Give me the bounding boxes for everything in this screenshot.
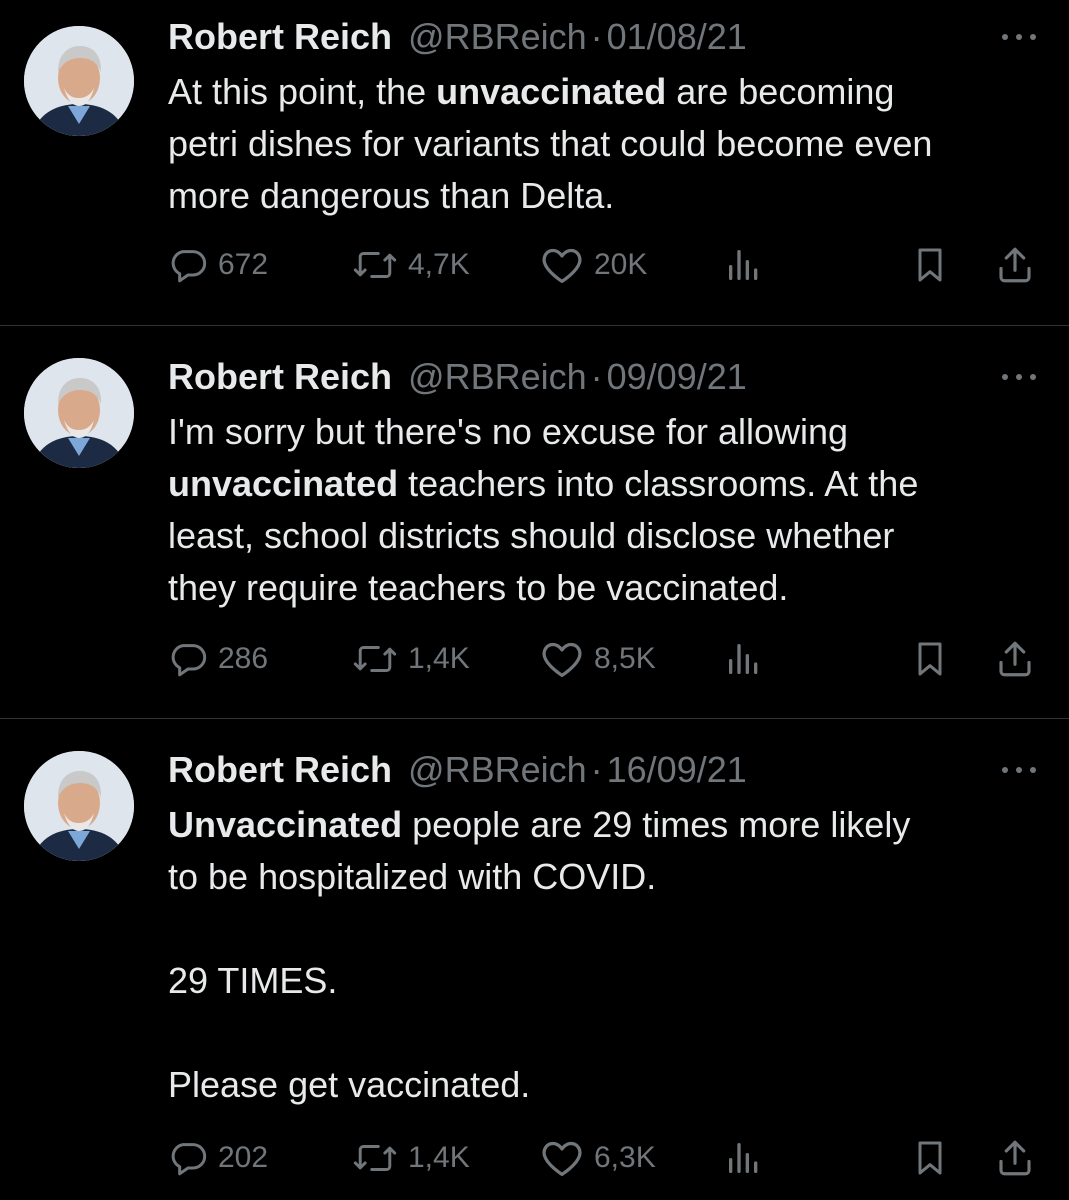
views-button[interactable] (724, 240, 764, 290)
reply-button[interactable] (168, 634, 268, 684)
avatar[interactable] (24, 26, 134, 136)
blank-line (168, 903, 1048, 955)
retweet-icon (352, 245, 398, 285)
bookmark-icon (910, 244, 950, 286)
like-icon (540, 639, 584, 679)
text-bold: unvaccinated (168, 463, 399, 504)
reply-count: 286 (218, 642, 269, 675)
tweet-date[interactable]: 09/09/21 (606, 356, 747, 397)
retweet-count: 1,4K (408, 642, 470, 675)
retweet-icon (352, 639, 398, 679)
separator: · (590, 749, 603, 790)
tweet-header (168, 14, 747, 60)
reply-icon (168, 639, 208, 679)
author-handle[interactable]: @RBReich (408, 16, 587, 57)
like-count: 20K (594, 248, 648, 281)
more-icon[interactable] (997, 755, 1041, 785)
like-button[interactable] (540, 240, 647, 290)
retweet-button[interactable] (352, 1133, 470, 1183)
tweet-text (168, 799, 1048, 1111)
separator: · (590, 356, 603, 397)
author-name[interactable]: Robert Reich (168, 16, 393, 57)
avatar[interactable] (24, 358, 134, 468)
share-icon (994, 244, 1036, 286)
avatar[interactable] (24, 751, 134, 861)
tweet[interactable] (0, 0, 1069, 325)
text-line: I'm sorry but there's no excuse for allowing (168, 411, 849, 452)
views-icon (724, 245, 764, 285)
tweet[interactable] (0, 326, 1069, 718)
share-button[interactable] (994, 634, 1036, 684)
author-name[interactable]: Robert Reich (168, 749, 393, 790)
more-icon[interactable] (997, 22, 1041, 52)
reply-icon (168, 245, 208, 285)
like-button[interactable] (540, 634, 656, 684)
tweet-text (168, 406, 1048, 614)
text-line: more dangerous than Delta. (168, 175, 615, 216)
tweet-header (168, 354, 747, 400)
reply-button[interactable] (168, 1133, 268, 1183)
retweet-icon (352, 1138, 398, 1178)
tweet-header (168, 747, 747, 793)
text-line: to be hospitalized with COVID. (168, 856, 657, 897)
separator: · (590, 16, 603, 57)
text-segment: are becoming (666, 71, 895, 112)
text-segment: people are 29 times more likely (402, 804, 911, 845)
author-handle[interactable]: @RBReich (408, 749, 587, 790)
reply-icon (168, 1138, 208, 1178)
tweet-actions (168, 634, 1048, 684)
blank-line (168, 1007, 1048, 1059)
tweet-text (168, 66, 1048, 222)
like-count: 6,3K (594, 1141, 656, 1174)
retweet-count: 4,7K (408, 248, 470, 281)
text-line: they require teachers to be vaccinated. (168, 567, 789, 608)
like-icon (540, 245, 584, 285)
share-icon (994, 638, 1036, 680)
text-bold: Unvaccinated (168, 804, 403, 845)
text-segment: teachers into classrooms. At the (398, 463, 919, 504)
text-line: least, school districts should disclose whether (168, 515, 895, 556)
tweet-actions (168, 1133, 1048, 1183)
tweet-actions (168, 240, 1048, 290)
views-icon (724, 639, 764, 679)
bookmark-button[interactable] (910, 634, 950, 684)
like-icon (540, 1138, 584, 1178)
reply-button[interactable] (168, 240, 268, 290)
text-line: 29 TIMES. (168, 960, 338, 1001)
text-line: petri dishes for variants that could become even (168, 123, 933, 164)
retweet-button[interactable] (352, 634, 470, 684)
reply-count: 202 (218, 1141, 269, 1174)
author-name[interactable]: Robert Reich (168, 356, 393, 397)
text-bold: unvaccinated (436, 71, 667, 112)
tweet-date[interactable]: 16/09/21 (606, 749, 747, 790)
bookmark-button[interactable] (910, 1133, 950, 1183)
text-line: Please get vaccinated. (168, 1064, 531, 1105)
tweet-date[interactable]: 01/08/21 (606, 16, 747, 57)
more-icon[interactable] (997, 362, 1041, 392)
author-handle[interactable]: @RBReich (408, 356, 587, 397)
text-segment: At this point, the (168, 71, 437, 112)
retweet-button[interactable] (352, 240, 470, 290)
views-button[interactable] (724, 1133, 764, 1183)
share-icon (994, 1137, 1036, 1179)
share-button[interactable] (994, 1133, 1036, 1183)
bookmark-icon (910, 1137, 950, 1179)
like-count: 8,5K (594, 642, 656, 675)
share-button[interactable] (994, 240, 1036, 290)
reply-count: 672 (218, 248, 269, 281)
views-button[interactable] (724, 634, 764, 684)
bookmark-button[interactable] (910, 240, 950, 290)
tweet[interactable] (0, 719, 1069, 1200)
retweet-count: 1,4K (408, 1141, 470, 1174)
like-button[interactable] (540, 1133, 656, 1183)
bookmark-icon (910, 638, 950, 680)
views-icon (724, 1138, 764, 1178)
